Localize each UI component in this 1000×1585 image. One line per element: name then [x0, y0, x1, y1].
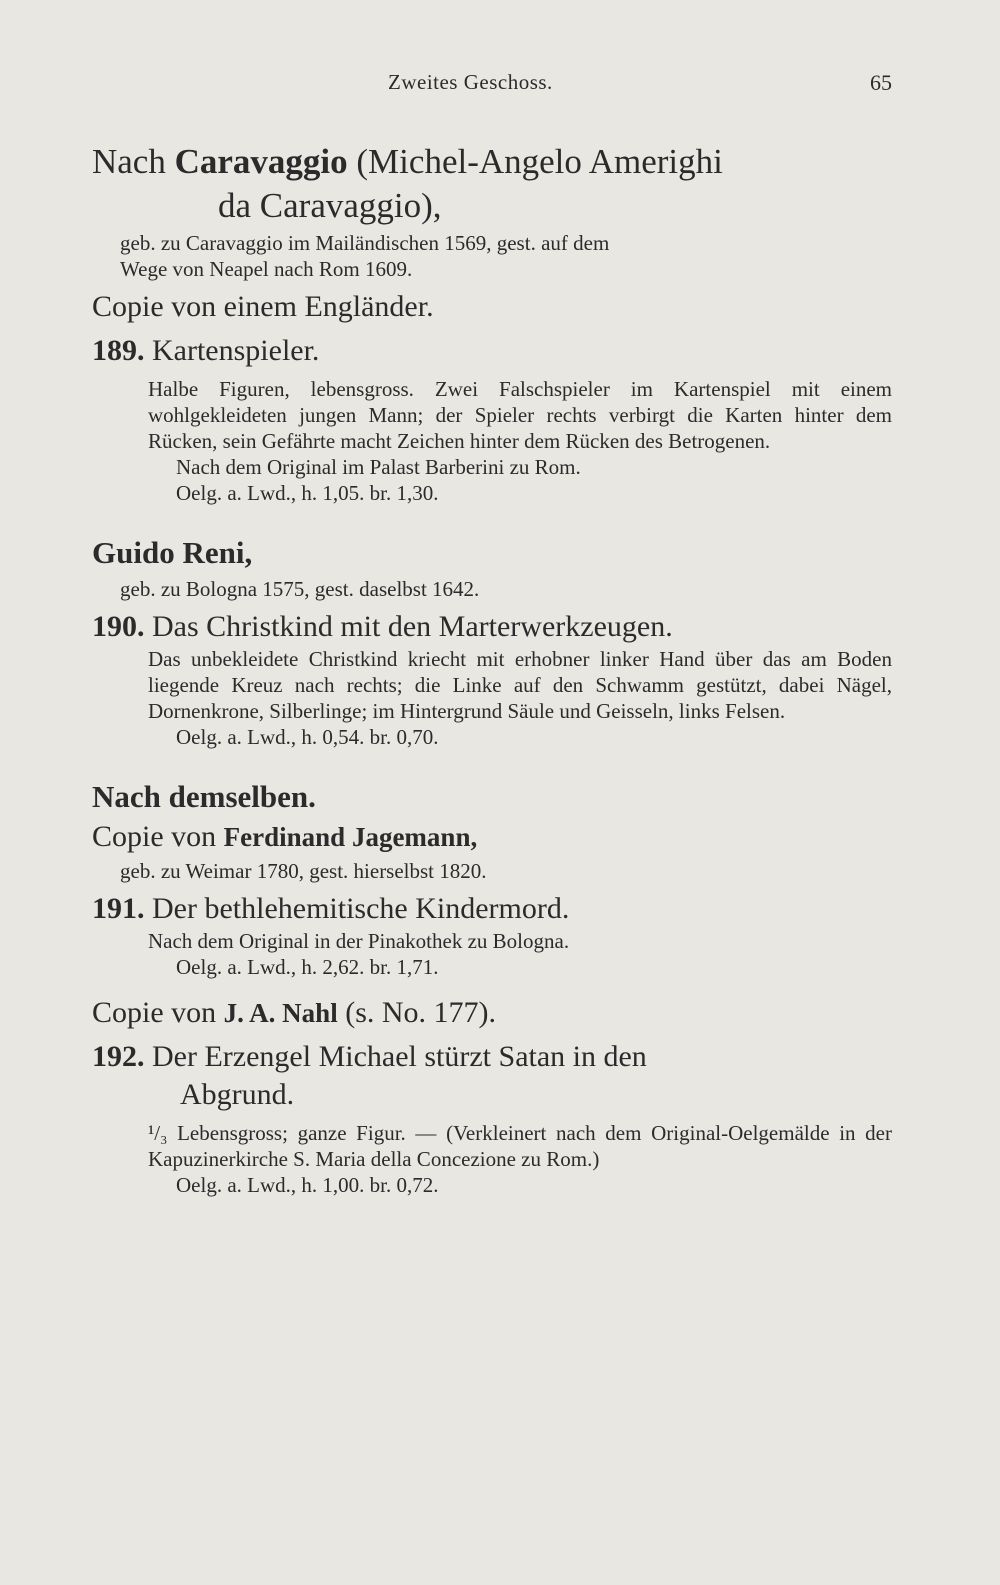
entry-191-medium: Oelg. a. Lwd., h. 2,62. br. 1,71. [176, 955, 439, 979]
running-title: Zweites Geschoss. [388, 70, 553, 94]
copy-attribution-jagemann: Copie von Ferdinand Jagemann, [92, 820, 478, 853]
entry-189-original: Nach dem Original im Palast Barberini zu Rom. [176, 455, 581, 479]
entry-189-title: 189. Kartenspieler. [92, 334, 320, 367]
copyist-name: J. A. Nahl [223, 998, 338, 1028]
page-number: 65 [870, 70, 892, 95]
artist-life-dates: geb. zu Caravaggio im Mailändischen 1569, gest. auf dem Wege von Neapel nach Rom 1609. [120, 231, 610, 281]
artist-heading-reni: Guido Reni, [92, 535, 253, 570]
entry-189-medium: Oelg. a. Lwd., h. 1,05. br. 1,30. [176, 481, 439, 505]
page-header [0, 70, 1000, 110]
entry-191-original: Nach dem Original in der Pinakothek zu Bologna. [148, 929, 570, 953]
entry-190-description: Das unbekleidete Christkind kriecht mit erhobner linker Hand über das am Boden liegende Kreuz nach rechts; die Linke auf den Schwamm gestützt, dabei Nägel, Dornenkrone, Silberlinge; im Hintergrund Säule und Geisseln, links Felsen. [148, 647, 892, 723]
entry-190-medium: Oelg. a. Lwd., h. 0,54. br. 0,70. [176, 725, 439, 749]
artist-heading-caravaggio: Nach Caravaggio (Michel-Angelo Amerighi [92, 142, 723, 181]
entry-189-description: Halbe Figuren, lebensgross. Zwei Falschspieler im Kartenspiel mit einem wohlgekleideten jungen Mann; der Spieler rechts verbirgt die Karten hinter dem Rücken, sein Gefährte macht Zeichen hinter dem Rücken des Betrogenen. [148, 377, 892, 453]
entry-192-title-continuation: Abgrund. [180, 1078, 295, 1111]
entry-192-description: ¹/₃ Lebensgross; ganze Figur. — (Verkleinert nach dem Original-Oelgemälde in der Kapuzinerkirche S. Maria della Concezione zu Rom.) [148, 1121, 892, 1171]
entry-190-title: 190. Das Christkind mit den Marterwerkzeugen. [92, 610, 673, 643]
entry-192-title: 192. Der Erzengel Michael stürzt Satan in den [92, 1040, 647, 1073]
artist-name: Caravaggio [174, 142, 348, 181]
section-heading-demselben: Nach demselben. [92, 779, 316, 814]
copyist-life-dates: geb. zu Weimar 1780, gest. hierselbst 1820. [120, 859, 487, 883]
entry-191-title: 191. Der bethlehemitische Kindermord. [92, 892, 570, 925]
entry-192-medium: Oelg. a. Lwd., h. 1,00. br. 0,72. [176, 1173, 439, 1197]
artist-heading-continuation: da Caravaggio), [218, 186, 442, 225]
copy-attribution-nahl: Copie von J. A. Nahl (s. No. 177). [92, 996, 497, 1029]
copy-attribution: Copie von einem Engländer. [92, 290, 434, 323]
artist-life-dates: geb. zu Bologna 1575, gest. daselbst 1642. [120, 577, 480, 601]
page-content [92, 140, 892, 1198]
copyist-name: Ferdinand Jagemann, [223, 822, 478, 852]
